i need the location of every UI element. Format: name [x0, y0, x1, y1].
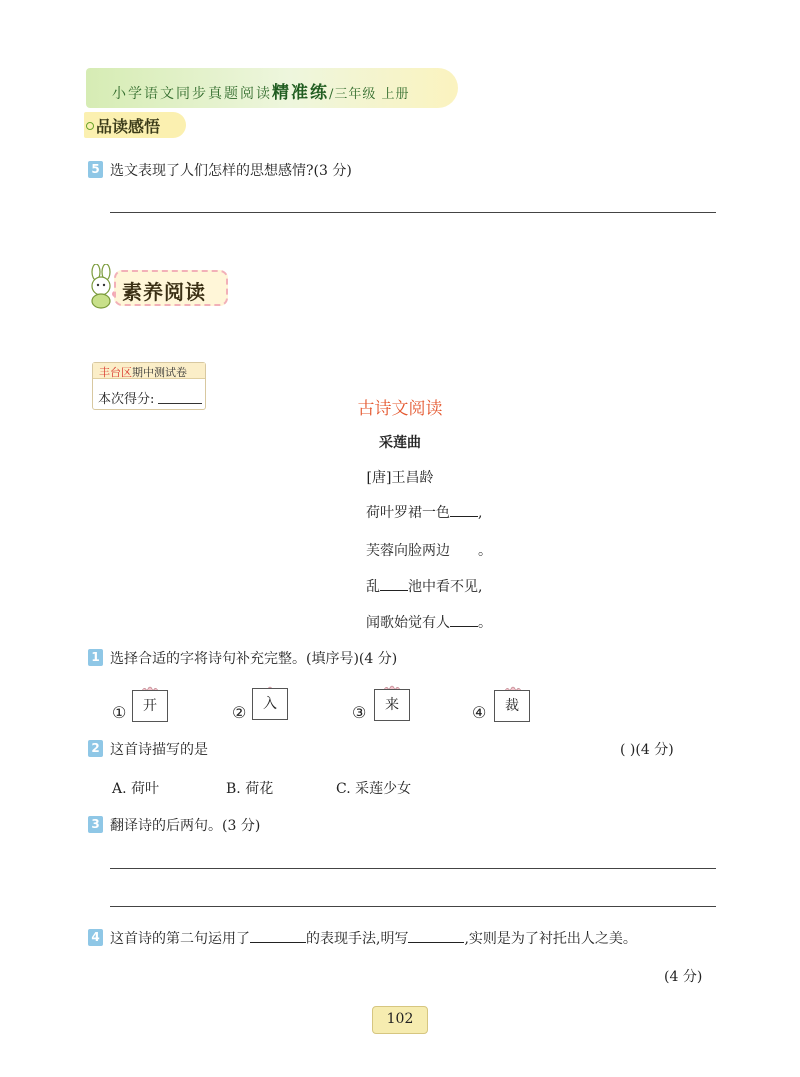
exam-district: 丰台区 — [99, 366, 132, 379]
question-number-5: 5 — [88, 161, 103, 178]
poem-blank-3[interactable] — [380, 577, 408, 591]
option-mark-1: ① — [112, 703, 127, 722]
series-bold: 精准练 — [272, 83, 329, 103]
poem-title: 采莲曲 — [379, 435, 421, 451]
poem-section-heading: 古诗文阅读 — [357, 399, 443, 419]
choice-b[interactable]: B. 荷花 — [226, 781, 274, 797]
grade-label: /三年级 上册 — [329, 87, 410, 102]
answer-line-q3-2[interactable] — [110, 906, 716, 907]
score-label: 本次得分: — [98, 392, 155, 407]
choice-c[interactable]: C. 采莲少女 — [336, 781, 412, 797]
q4-blank-1[interactable] — [250, 929, 306, 943]
question-2-text: 这首诗描写的是 — [110, 742, 208, 758]
poem-blank-4[interactable] — [450, 613, 478, 627]
poem-line-4: 闻歌始觉有人 。 — [366, 615, 492, 631]
q4-blank-2[interactable] — [408, 929, 464, 943]
question-2-answer-slot[interactable]: ( )(4 分) — [620, 742, 674, 758]
poem-line-3: 乱 池中看不见, — [366, 579, 483, 595]
question-number-4: 4 — [88, 929, 103, 946]
poem-line-2: 芙蓉向脸两边 。 — [366, 543, 492, 559]
char-box-4[interactable]: 裁 — [494, 690, 530, 722]
question-5-text: 选文表现了人们怎样的思想感情?(3 分) — [110, 163, 352, 179]
section-title-suyang: 素养阅读 — [122, 280, 206, 304]
char-box-1[interactable]: 开 — [132, 690, 168, 722]
option-mark-3: ③ — [352, 703, 367, 722]
question-number-1: 1 — [88, 649, 103, 666]
choice-a[interactable]: A. 荷叶 — [112, 781, 160, 797]
char-box-3[interactable]: 来 — [374, 689, 410, 721]
question-1-text: 选择合适的字将诗句补充完整。(填序号)(4 分) — [110, 651, 398, 667]
question-4-score: (4 分) — [664, 969, 703, 985]
exam-source — [99, 364, 187, 380]
poem-line-1: 荷叶罗裙一色 , — [366, 505, 483, 521]
answer-line-q3-1[interactable] — [110, 868, 716, 869]
poem-blank-2[interactable] — [450, 541, 478, 555]
page-number: 102 — [386, 1011, 414, 1027]
poem-author: [唐]王昌龄 — [366, 470, 434, 486]
section-title-pindu: 品读感悟 — [96, 117, 161, 136]
series-name: 小学语文同步真题阅读 — [112, 86, 272, 102]
poem-blank-1[interactable] — [450, 503, 478, 517]
question-3-text: 翻译诗的后两句。(3 分) — [110, 818, 261, 834]
question-4-text: 这首诗的第二句运用了 的表现手法,明写 ,实则是为了衬托出人之美。 — [110, 931, 637, 947]
char-box-2[interactable]: 入 — [252, 688, 288, 720]
answer-line-q5[interactable] — [110, 212, 716, 213]
leaf-icon — [86, 122, 94, 130]
option-mark-4: ④ — [472, 703, 487, 722]
question-number-3: 3 — [88, 816, 103, 833]
series-title — [112, 78, 410, 103]
exam-type: 期中测试卷 — [132, 366, 187, 379]
option-mark-2: ② — [232, 703, 247, 722]
question-number-2: 2 — [88, 740, 103, 757]
